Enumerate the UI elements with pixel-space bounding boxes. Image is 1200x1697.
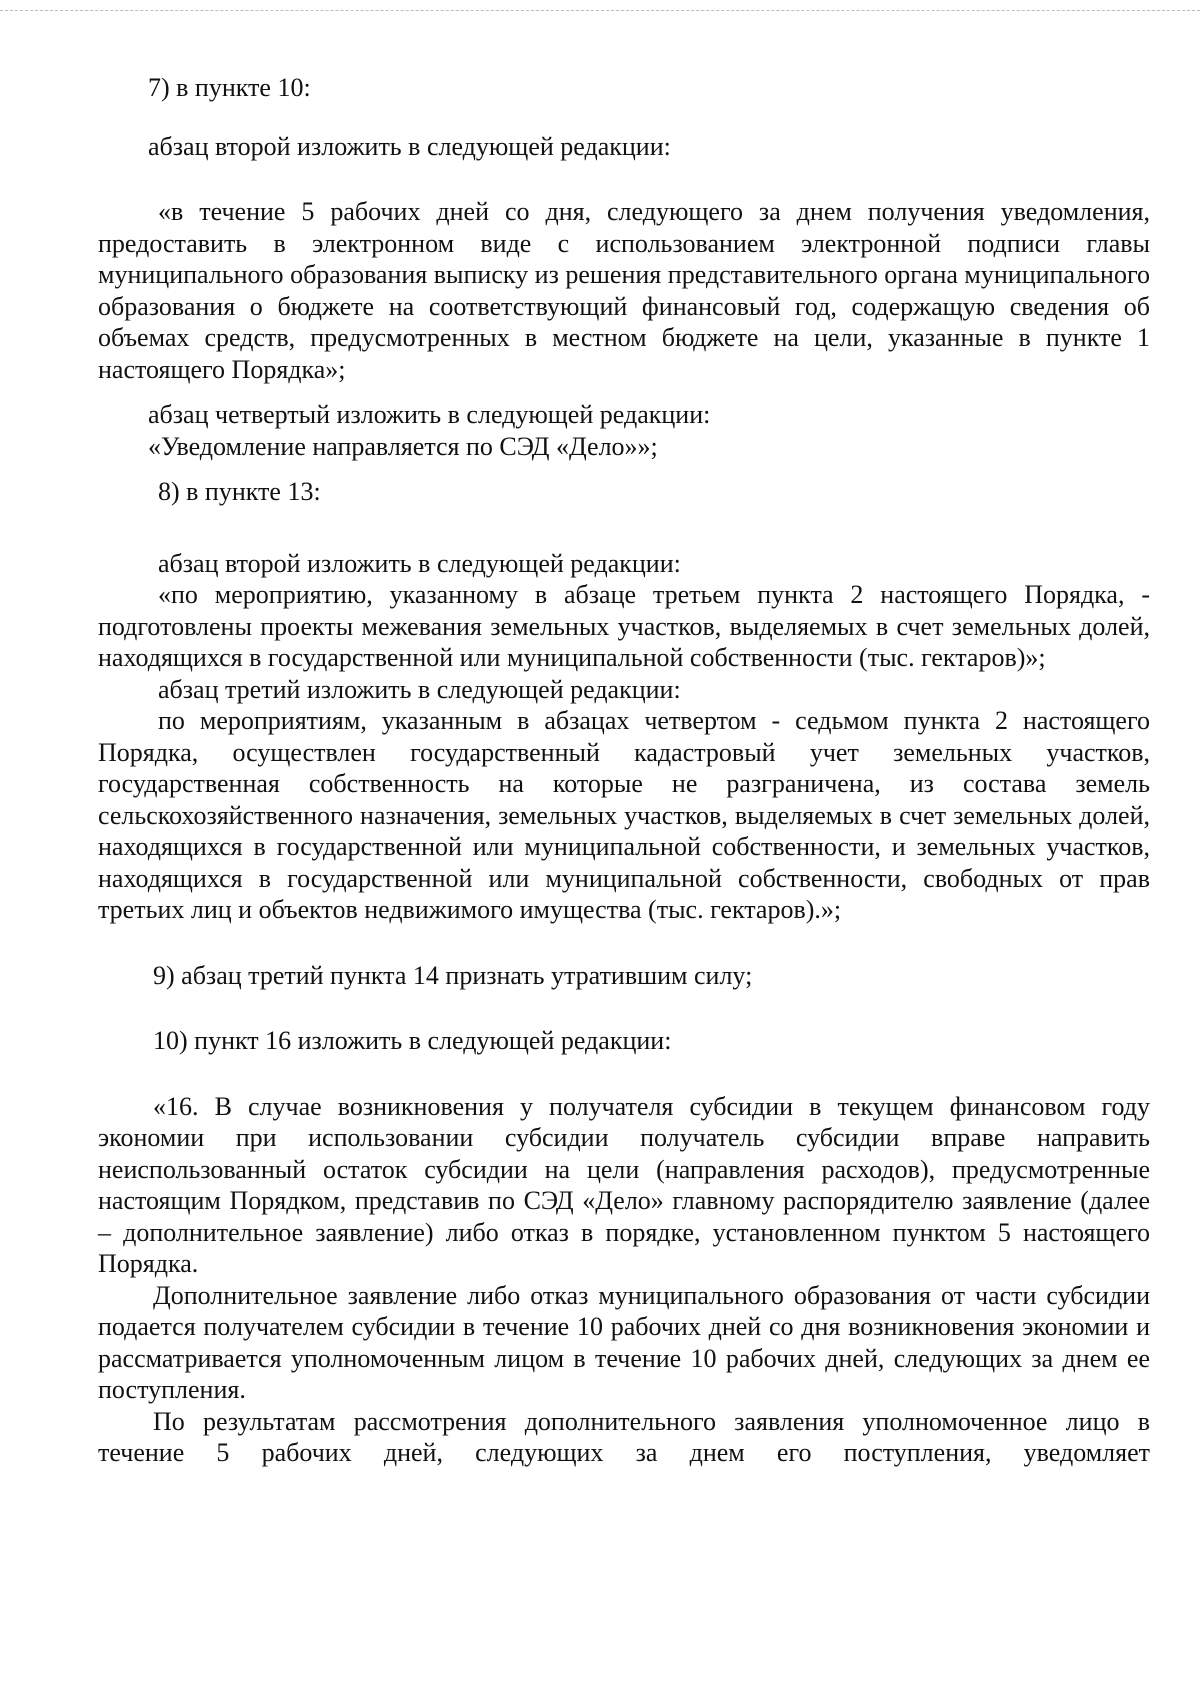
paragraph-instruction: абзац четвертый изложить в следующей редакции:: [148, 400, 711, 429]
document-body: [98, 72, 1150, 1469]
paragraph-quote: «16. В случае возникновения у получателя субсидии в текущем финансовом году экономии при использовании субсидии получатель субсидии вправе направить неиспользованный остаток субсидии на цели (направления расходов), предусмотренные настоящим Порядком, представив по СЭД «Дело» главному распорядителю заявление (далее – дополнительное заявление) либо отказ в порядке, установленном пунктом 5 настоящего Порядка.: [98, 1091, 1150, 1278]
paragraph-body: По результатам рассмотрения дополнительного заявления уполномоченное лицо в течение 5 рабочих дней, следующих за днем его поступления, уведомляет: [98, 1406, 1150, 1467]
paragraph-quote: «по мероприятию, указанному в абзаце третьем пункта 2 настоящего Порядка, - подготовлены проекты межевания земельных участков, выделяемых в счет земельных долей, находящихся в государственной или муниципальной собственности (тыс. гектаров)»;: [98, 580, 1150, 672]
item-8-heading: 8) в пункте 13:: [158, 477, 321, 506]
item-7-heading: 7) в пункте 10:: [148, 73, 311, 102]
scan-edge-line: [0, 10, 1200, 11]
paragraph-instruction: абзац второй изложить в следующей редакции:: [148, 131, 671, 161]
item-10-heading: 10) пункт 16 изложить в следующей редакции:: [153, 1026, 672, 1055]
paragraph-quote: «Уведомление направляется по СЭД «Дело»»;: [148, 431, 658, 461]
paragraph-quote: «в течение 5 рабочих дней со дня, следующего за днем получения уведомления, предоставить в электронном виде с использованием электронной подписи главы муниципального образования выписку из решения представительного органа муниципального образования о бюджете на соответствующий финансовый год, содержащую сведения об объемах средств, предусмотренных в местном бюджете на цели, указанные в пункте 1 настоящего Порядка»;: [98, 197, 1150, 384]
paragraph-instruction: абзац второй изложить в следующей редакции:: [158, 548, 681, 578]
paragraph-quote: по мероприятиям, указанным в абзацах четвертом - седьмом пункта 2 настоящего Порядка, осуществлен государственный кадастровый учет земельных участков, государственная собственность на которые не разграничена, из состава земель сельскохозяйственного назначения, земельных участков, выделяемых в счет земельных долей, находящихся в государственной или муниципальной собственности, и земельных участков, находящихся в государственной или муниципальной собственности, свободных от прав третьих лиц и объектов недвижимого имущества (тыс. гектаров).»;: [98, 706, 1150, 924]
paragraph-instruction: абзац третий изложить в следующей редакции:: [158, 674, 681, 704]
item-9: 9) абзац третий пункта 14 признать утратившим силу;: [153, 960, 753, 990]
paragraph-body: Дополнительное заявление либо отказ муниципального образования от части субсидии подается получателем субсидии в течение 10 рабочих дней со дня возникновения экономии и рассматривается уполномоченным лицом в течение 10 рабочих дней, следующих за днем ее поступления.: [98, 1280, 1150, 1404]
